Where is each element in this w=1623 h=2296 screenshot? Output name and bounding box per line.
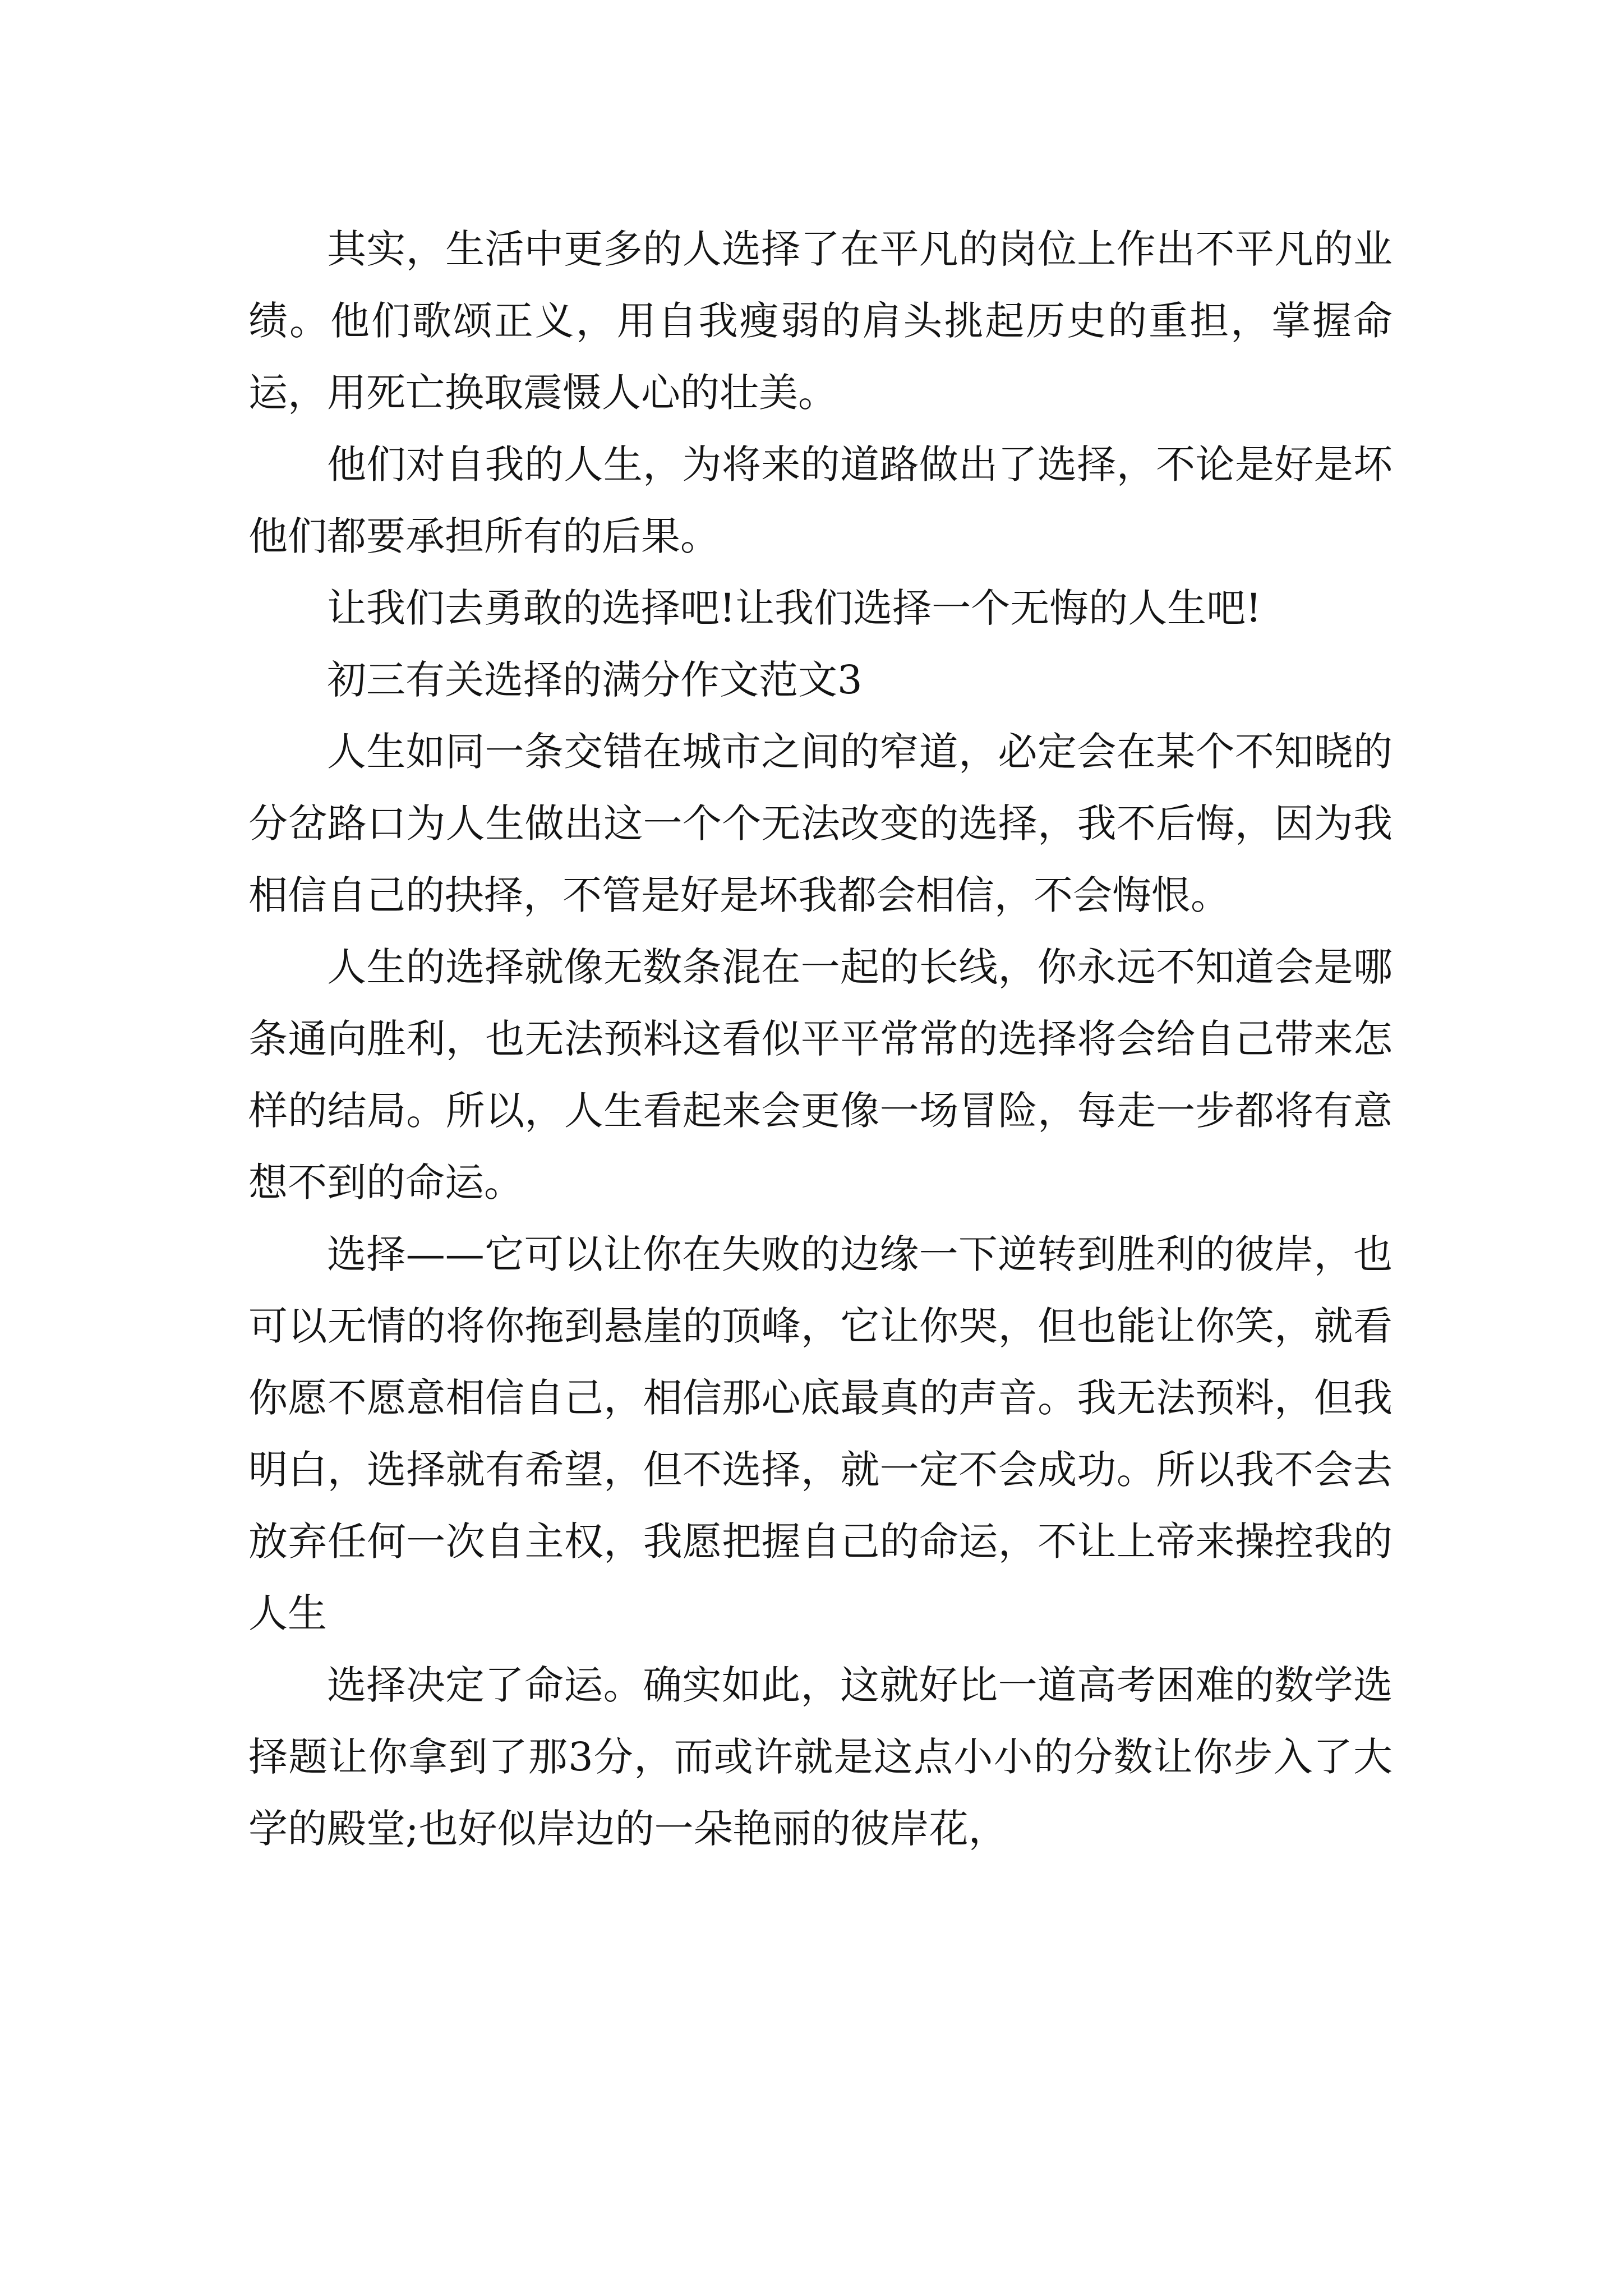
section-heading: 初三有关选择的满分作文范文3: [327, 657, 863, 703]
paragraph-7: 选择决定了命运。确实如此，这就好比一道高考困难的数学选择题让你拿到了那3分，而或许就是这点小小的分数让你步入了大学的殿堂;也好似岸边的一朵艳丽的彼岸花，: [248, 1662, 1393, 1852]
paragraph-3: 让我们去勇敢的选择吧!让我们选择一个无悔的人生吧!: [327, 585, 1262, 631]
paragraph-5: 人生的选择就像无数条混在一起的长线，你永远不知道会是哪条通向胜利，也无法预料这看似平平常常的选择将会给自己带来怎样的结局。所以，人生看起来会更像一场冒险，每走一步都将有意想不到的命运。: [248, 944, 1393, 1205]
paragraph-2: 他们对自我的人生，为将来的道路做出了选择，不论是好是坏他们都要承担所有的后果。: [248, 441, 1393, 559]
paragraph-1: 其实，生活中更多的人选择了在平凡的岗位上作出不平凡的业绩。他们歌颂正义，用自我瘦弱的肩头挑起历史的重担，掌握命运，用死亡换取震慑人心的壮美。: [248, 226, 1393, 416]
document-body: [248, 213, 1393, 1865]
paragraph-4: 人生如同一条交错在城市之间的窄道，必定会在某个不知晓的分岔路口为人生做出这一个个无法改变的选择，我不后悔，因为我相信自己的抉择，不管是好是坏我都会相信，不会悔恨。: [248, 729, 1393, 918]
paragraph-6: 选择——它可以让你在失败的边缘一下逆转到胜利的彼岸，也可以无情的将你拖到悬崖的顶峰，它让你哭，但也能让你笑，就看你愿不愿意相信自己，相信那心底最真的声音。我无法预料，但我明白，选择就有希望，但不选择，就一定不会成功。所以我不会去放弃任何一次自主权，我愿把握自己的命运，不让上帝来操控我的人生: [248, 1231, 1393, 1636]
